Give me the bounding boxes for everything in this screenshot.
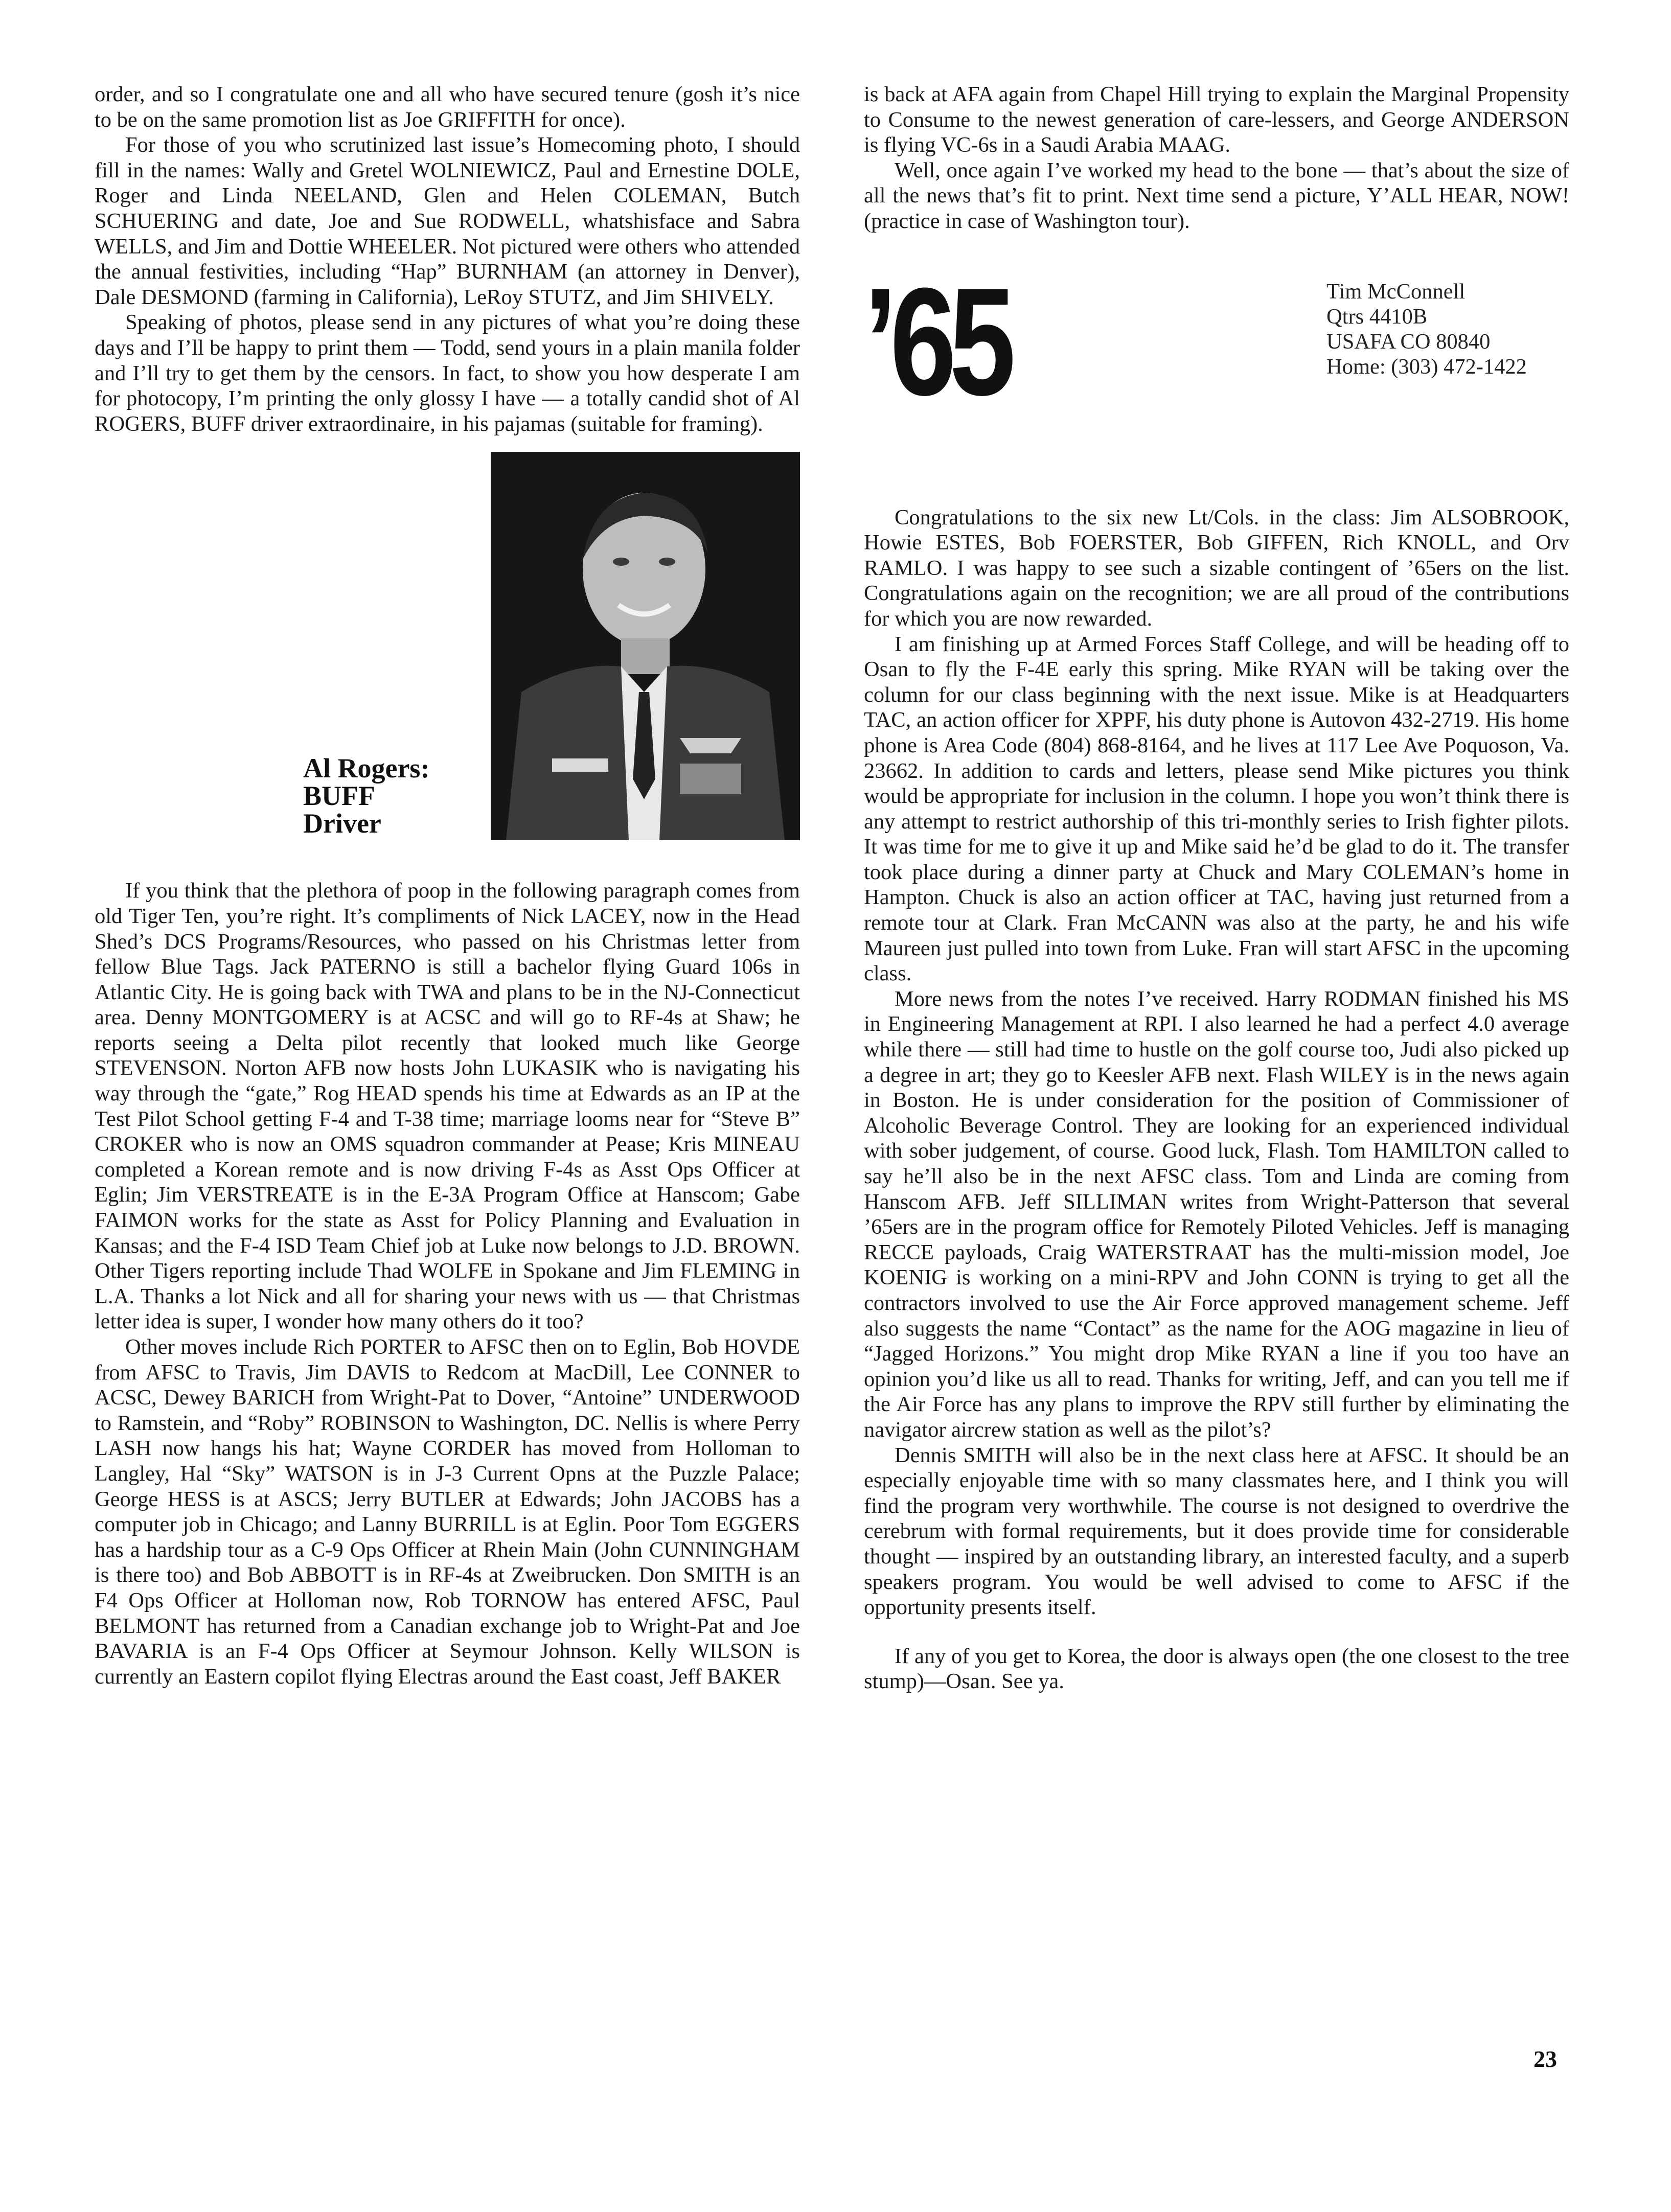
contact-quarters: Qtrs 4410B: [1326, 304, 1428, 329]
class-header: [864, 255, 1569, 505]
paragraph-closing: If any of you get to Korea, the door is always open (the one closest to the tree stump)—Osan. See ya.: [864, 1644, 1569, 1694]
paragraph-congratulations: Congratulations to the six new Lt/Cols. in the class: Jim ALSOBROOK, Howie ESTES, Bob FOERSTER, Bob GIFFEN, Rich KNOLL, and Orv RAMLO. I was happy to see such a sizable contingent of ’65ers on the list. Congratulations again on the recognition; we are all proud of the contributions for which you are now rewarded.: [864, 505, 1569, 631]
portrait-photo: [491, 452, 800, 840]
class-contact: [1326, 279, 1527, 379]
paragraph-tenure: order, and so I congratulate one and all who have secured tenure (gosh it’s nice to be on the same promotion list as Joe GRIFFITH for once).: [95, 82, 800, 132]
left-column: [95, 82, 800, 1689]
contact-phone: Home: (303) 472-1422: [1326, 354, 1527, 379]
paragraph-chapel-hill: is back at AFA again from Chapel Hill trying to explain the Marginal Propensity to Consume to the newest generation of care-lessers, and George ANDERSON is flying VC-6s in a Saudi Arabia MAAG.: [864, 82, 1569, 157]
photo-block: [95, 452, 800, 871]
contact-name: Tim McConnell: [1326, 279, 1466, 304]
paragraph-other-moves: Other moves include Rich PORTER to AFSC then on to Eglin, Bob HOVDE from AFSC to Travis, Jim DAVIS to Redcom at MacDill, Lee CONNER to ACSC, Dewey BARICH from Wright-Pat to Dover, “Antoine” UNDERWOOD to Ramstein, and “Roby” ROBINSON to Washington, DC. Nellis is where Perry LASH now hangs his hat; Wayne CORDER has moved from Holloman to Langley, Hal “Sky” WATSON is in J-3 Current Opns at the Puzzle Palace; George HESS is at ASCS; Jerry BUTLER at Edwards; John JACOBS has a computer job in Chicago; and Lanny BURRILL is at Eglin. Poor Tom EGGERS has a hardship tour as a C-9 Ops Officer at Rhein Main (John CUNNINGHAM is there too) and Bob ABBOTT is in RF-4s at Zweibrucken. Don SMITH is an F4 Ops Officer at Holloman now, Rob TORNOW has entered AFSC, Paul BELMONT has returned from a Canadian exchange job to Wright-Pat and Joe BAVARIA is an F-4 Ops Officer at Seymour Johnson. Kelly WILSON is currently an Eastern copilot flying Electras around the East coast, Jeff BAKER: [95, 1335, 800, 1689]
right-column: [864, 82, 1569, 1694]
portrait-illustration: [491, 452, 800, 840]
paragraph-more-news: More news from the notes I’ve received. Harry RODMAN finished his MS in Engineering Management at RPI. I also learned he had a perfect 4.0 average while there — still had time to hustle on the golf course too, Judi also picked up a degree in art; they go to Keesler AFB next. Flash WILEY is in the news again in Boston. He is under consideration for the position of Commissioner of Alcoholic Beverage Control. They are looking for an experienced individual with sober judgement, of course. Good luck, Flash. Tom HAMILTON called to say he’ll also be in the next AFSC class. Tom and Linda are coming from Hanscom AFB. Jeff SILLIMAN writes from Wright-Patterson that several ’65ers are in the program office for Remotely Piloted Vehicles. Jeff is managing RECCE payloads, Craig WATERSTRAAT has the multi-mission model, Joe KOENIG is working on a mini-RPV and John CONN is trying to get all the contractors involved to use the Air Force approved management scheme. Jeff also suggests the name “Contact” as the name for the AOG magazine in lieu of “Jagged Horizons.” You might drop Mike RYAN a line if you too have an opinion you’d like us all to read. Thanks for writing, Jeff, and can you tell me if the Air Force has any plans to improve the RPV still further by eliminating the navigator aircrew station as well as the pilot’s?: [864, 986, 1569, 1442]
caption-line-driver: Driver: [303, 808, 381, 839]
page-number: 23: [1533, 2046, 1557, 2072]
contact-city: USAFA CO 80840: [1326, 329, 1491, 354]
class-year: ’65: [864, 255, 1009, 427]
paragraph-news-end: Well, once again I’ve worked my head to the bone — that’s about the size of all the news that’s fit to print. Next time send a picture, Y’ALL HEAR, NOW! (practice in case of Washington tour).: [864, 158, 1569, 233]
paragraph-tiger-ten: If you think that the plethora of poop in the following paragraph comes from old Tiger Ten, you’re right. It’s compliments of Nick LACEY, now in the Head Shed’s DCS Programs/Resources, who passed on his Christmas letter from fellow Blue Tags. Jack PATERNO is still a bachelor flying Guard 106s in Atlantic City. He is going back with TWA and plans to be in the NJ-Connecticut area. Denny MONTGOMERY is at ACSC and will go to RF-4s at Shaw; he reports seeing a Delta pilot recently that looked much like George STEVENSON. Norton AFB now hosts John LUKASIK who is navigating his way through the “gate,” Rog HEAD spends his time at Edwards as an IP at the Test Pilot School getting F-4 and T-38 time; marriage looms near for “Steve B” CROKER who is now an OMS squadron commander at Pease; Kris MINEAU completed a Korean remote and is now driving F-4s as Asst Ops Officer at Eglin; Jim VERSTREATE is in the E-3A Program Office at Hanscom; Gabe FAIMON works for the state as Asst for Policy Planning and Evaluation in Kansas; and the F-4 ISD Team Chief job at Luke now belongs to J.D. BROWN. Other Tigers reporting include Thad WOLFE in Spokane and Jim FLEMING in L.A. Thanks a lot Nick and all for sharing your news with us — that Christmas letter idea is super, I wonder how many others do it too?: [95, 879, 800, 1334]
caption-line-name: Al Rogers:: [303, 753, 430, 784]
paragraph-photos-request: Speaking of photos, please send in any pictures of what you’re doing these days and I’ll be happy to print them — Todd, send yours in a plain manila folder and I’ll try to get them by the censors. In fact, to show you how desperate I am for photocopy, I’m printing the only glossy I have — a totally candid shot of Al ROGERS, BUFF driver extraordinaire, in his pajamas (suitable for framing).: [95, 310, 800, 436]
paragraph-afsc: Dennis SMITH will also be in the next class here at AFSC. It should be an especially enjoyable time with so many classmates here, and I think you will find the program very worthwhile. The course is not designed to overdrive the cerebrum with formal requirements, but it does provide time for considerable thought — inspired by an outstanding library, an interested faculty, and a superb speakers program. You would be well advised to come to AFSC if the opportunity presents itself.: [864, 1443, 1569, 1620]
paragraph-staff-college: I am finishing up at Armed Forces Staff College, and will be heading off to Osan to fly the F-4E early this spring. Mike RYAN will be taking over the column for our class beginning with the next issue. Mike is at Headquarters TAC, an action officer for XPPF, his duty phone is Autovon 432-2719. His home phone is Area Code (804) 868-8164, and he lives at 117 Lee Ave Poquoson, Va. 23662. In addition to cards and letters, please send Mike pictures you think would be appropriate for inclusion in the column. I hope you won’t think there is any attempt to restrict authorship of this tri-monthly series to Irish fighter pilots. It was time for me to give it up and Mike said he’d be glad to do it. The transfer took place during a dinner party at Chuck and Mary COLEMAN’s home in Hampton. Chuck is also an action officer at TAC, having just returned from a remote tour at Clark. Fran McCANN was also at the party, he and his wife Maureen just pulled into town from Luke. Fran will start AFSC in the upcoming class.: [864, 632, 1569, 986]
caption-line-buff: BUFF: [303, 780, 375, 812]
paragraph-homecoming-photo: For those of you who scrutinized last issue’s Homecoming photo, I should fill in the names: Wally and Gretel WOLNIEWICZ, Paul and Ernestine DOLE, Roger and Linda NEELAND, Glen and Helen COLEMAN, Butch SCHUERING and date, Joe and Sue RODWELL, whatshisface and Sabra WELLS, and Jim and Dottie WHEELER. Not pictured were others who attended the annual festivities, including “Hap” BURNHAM (an attorney in Denver), Dale DESMOND (farming in California), LeRoy STUTZ, and Jim SHIVELY.: [95, 133, 800, 309]
photo-caption: [303, 754, 456, 837]
